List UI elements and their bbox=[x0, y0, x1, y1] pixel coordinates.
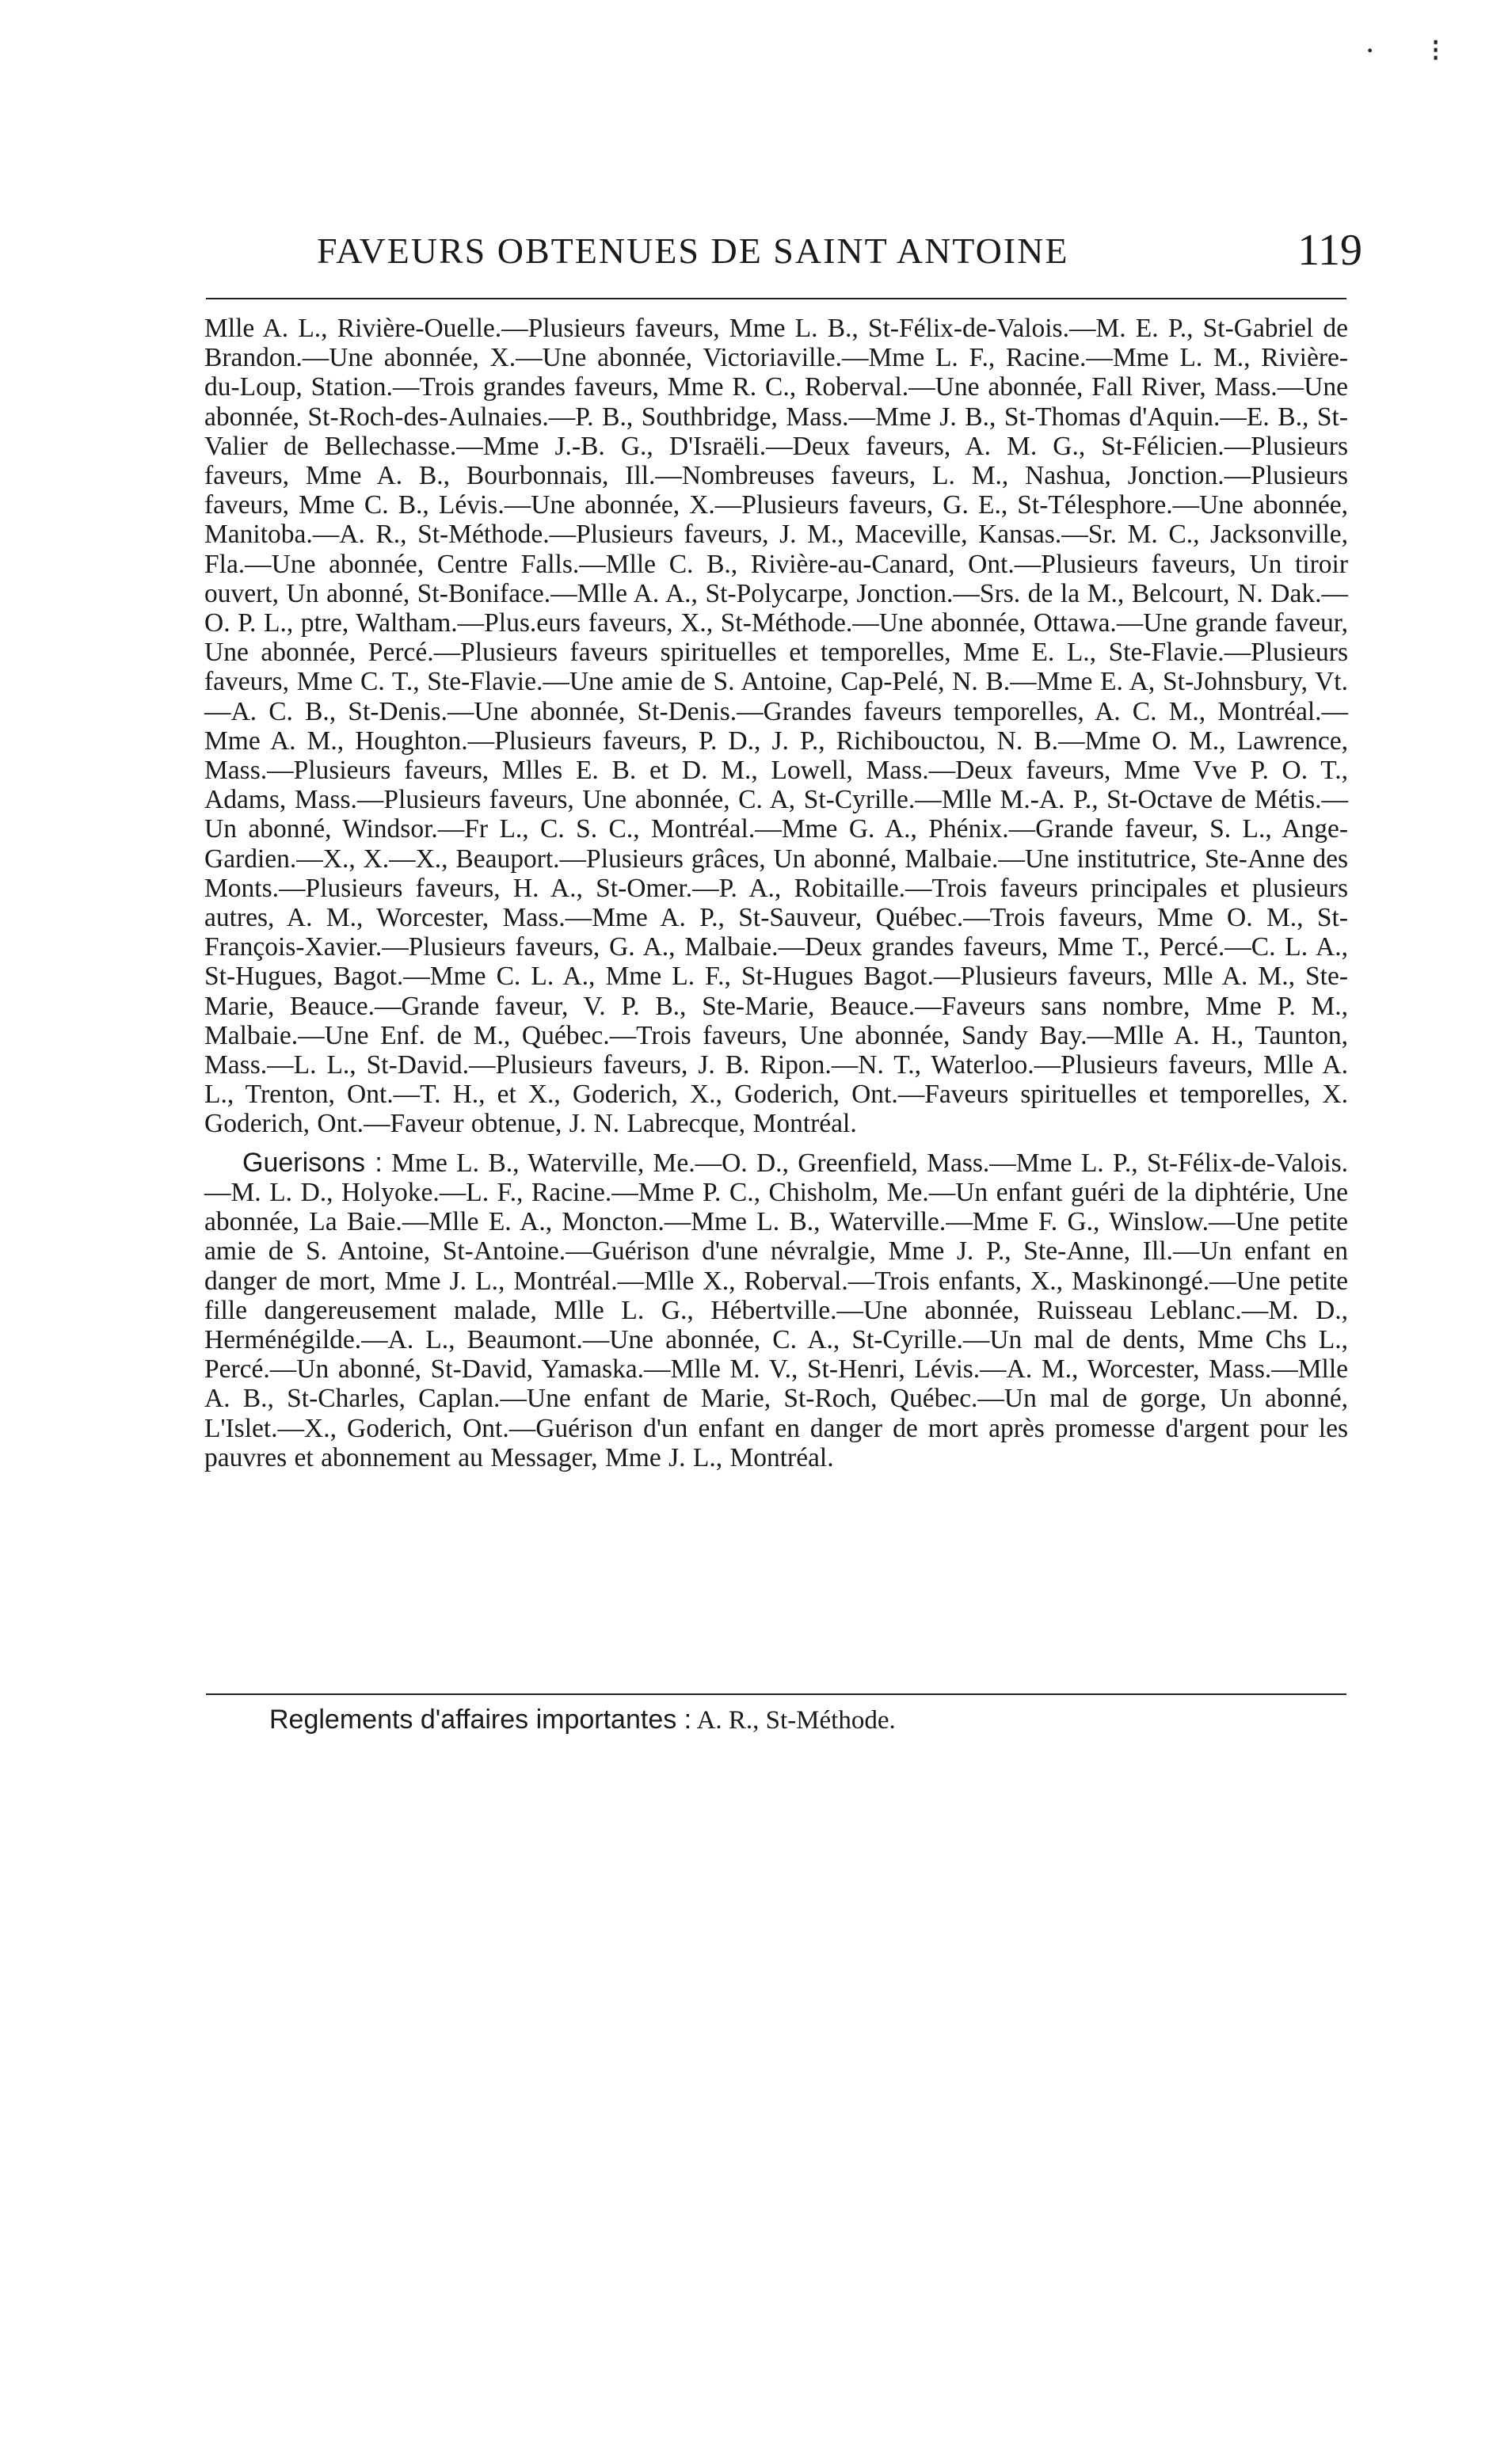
guerisons-text: Mme L. B., Waterville, Me.—O. D., Greenfield, Mass.—Mme L. P., St-Félix-de-Valois.—M. L. D., Holyoke.—L. F., Racine.—Mme P. C., Chisholm, Me.—Un enfant guéri de la diphtérie, Une abonnée, La Baie.—Mlle E. A., Moncton.—Mme L. B., Waterville.—Mme F. G., Winslow.—Une petite amie de S. Antoine, St-Antoine.—Guérison d'une névralgie, Mme J. P., Ste-Anne, Ill.—Un enfant en danger de mort, Mme J. L., Montréal.—Mlle X., Roberval.—Trois enfants, X., Maskinongé.—Une petite fille dangereusement malade, Mlle L. G., Hébertville.—Une abonnée, Ruisseau Leblanc.—M. D., Herménégilde.—A. L., Beaumont.—Une abonnée, C. A., St-Cyrille.—Un mal de dents, Mme Chs L., Percé.—Un abonné, St-David, Yamaska.—Mlle M. V., St-Henri, Lévis.—A. M., Worcester, Mass.—Mlle A. B., St-Charles, Caplan.—Une enfant de Marie, St-Roch, Québec.—Un mal de gorge, Un abonné, L'Islet.—X., Goderich, Ont.—Guérison d'un enfant en danger de mort après promesse d'argent pour les pauvres et abonnement au Messager, Mme J. L., Montréal. bbox=[204, 1148, 1348, 1472]
page-body bbox=[204, 314, 1348, 1472]
guerisons-label: Guerisons : bbox=[242, 1147, 383, 1178]
page-header bbox=[317, 222, 1362, 285]
faveurs-paragraph: Mlle A. L., Rivière-Ouelle.—Plusieurs faveurs, Mme L. B., St-Félix-de-Valois.—M. E. P., St-Gabriel de Brandon.—Une abonnée, X.—Une abonnée, Victoriaville.—Mme L. F., Racine.—Mme L. M., Rivière-du-Loup, Station.—Trois grandes faveurs, Mme R. C., Roberval.—Une abonnée, Fall River, Mass.—Une abonnée, St-Roch-des-Aulnaies.—P. B., Southbridge, Mass.—Mme J. B., St-Thomas d'Aquin.—E. B., St-Valier de Bellechasse.—Mme J.-B. G., D'Israëli.—Deux faveurs, A. M. G., St-Félicien.—Plusieurs faveurs, Mme A. B., Bourbonnais, Ill.—Nombreuses faveurs, L. M., Nashua, Jonction.—Plusieurs faveurs, Mme C. B., Lévis.—Une abonnée, X.—Plusieurs faveurs, G. E., St-Télesphore.—Une abonnée, Manitoba.—A. R., St-Méthode.—Plusieurs faveurs, J. M., Maceville, Kansas.—Sr. M. C., Jacksonville, Fla.—Une abonnée, Centre Falls.—Mlle C. B., Rivière-au-Canard, Ont.—Plusieurs faveurs, Un tiroir ouvert, Un abonné, St-Boniface.—Mlle A. A., St-Polycarpe, Jonction.—Srs. de la M., Belcourt, N. Dak.—O. P. L., ptre, Waltham.—Plus.eurs faveurs, X., St-Méthode.—Une abonnée, Ottawa.—Une grande faveur, Une abonnée, Percé.—Plusieurs faveurs spirituelles et temporelles, Mme E. L., Ste-Flavie.—Plusieurs faveurs, Mme C. T., Ste-Flavie.—Une amie de S. Antoine, Cap-Pelé, N. B.—Mme E. A, St-Johnsbury, Vt.—A. C. B., St-Denis.—Une abonnée, St-Denis.—Grandes faveurs temporelles, A. C. M., Montréal.—Mme A. M., Houghton.—Plusieurs faveurs, P. D., J. P., Richibouctou, N. B.—Mme O. M., Lawrence, Mass.—Plusieurs faveurs, Mlles E. B. et D. M., Lowell, Mass.—Deux faveurs, Mme Vve P. O. T., Adams, Mass.—Plusieurs faveurs, Une abonnée, C. A, St-Cyrille.—Mlle M.-A. P., St-Octave de Métis.—Un abonné, Windsor.—Fr L., C. S. C., Montréal.—Mme G. A., Phénix.—Grande faveur, S. L., Ange-Gardien.—X., X.—X., Beauport.—Plusieurs grâces, Un abonné, Malbaie.—Une institutrice, Ste-Anne des Monts.—Plusieurs faveurs, H. A., St-Omer.—P. A., Robitaille.—Trois faveurs principales et plusieurs autres, A. M., Worcester, Mass.—Mme A. P., St-Sauveur, Québec.—Trois faveurs, Mme O. M., St-François-Xavier.—Plusieurs faveurs, G. A., Malbaie.—Deux grandes faveurs, Mme T., Percé.—C. L. A., St-Hugues, Bagot.—Mme C. L. A., Mme L. F., St-Hugues Bagot.—Plusieurs faveurs, Mlle A. M., Ste-Marie, Beauce.—Grande faveur, V. P. B., Ste-Marie, Beauce.—Faveurs sans nombre, Mme P. M., Malbaie.—Une Enf. de M., Québec.—Trois faveurs, Une abonnée, Sandy Bay.—Mlle A. H., Taunton, Mass.—L. L., St-David.—Plusieurs faveurs, J. B. Ripon.—N. T., Waterloo.—Plusieurs faveurs, Mlle A. L., Trenton, Ont.—T. H., et X., Goderich, X., Goderich, Ont.—Faveurs spirituelles et temporelles, X. Goderich, Ont.—Faveur obtenue, J. N. Labrecque, Montréal. bbox=[204, 314, 1348, 1139]
header-rule bbox=[206, 298, 1346, 299]
running-title: FAVEURS OBTENUES DE SAINT ANTOINE bbox=[317, 230, 1069, 271]
guerisons-paragraph bbox=[204, 1149, 1348, 1472]
page-number: 119 bbox=[1297, 226, 1362, 275]
reglements-line bbox=[269, 1705, 896, 1735]
reglements-label: Reglements d'affaires importantes : bbox=[269, 1705, 692, 1735]
reglements-text: A. R., St-Méthode. bbox=[696, 1706, 896, 1735]
paragraph-gap bbox=[204, 1139, 1348, 1149]
footer-rule bbox=[206, 1693, 1346, 1695]
margin-marks: · ⁝ bbox=[1364, 32, 1464, 68]
